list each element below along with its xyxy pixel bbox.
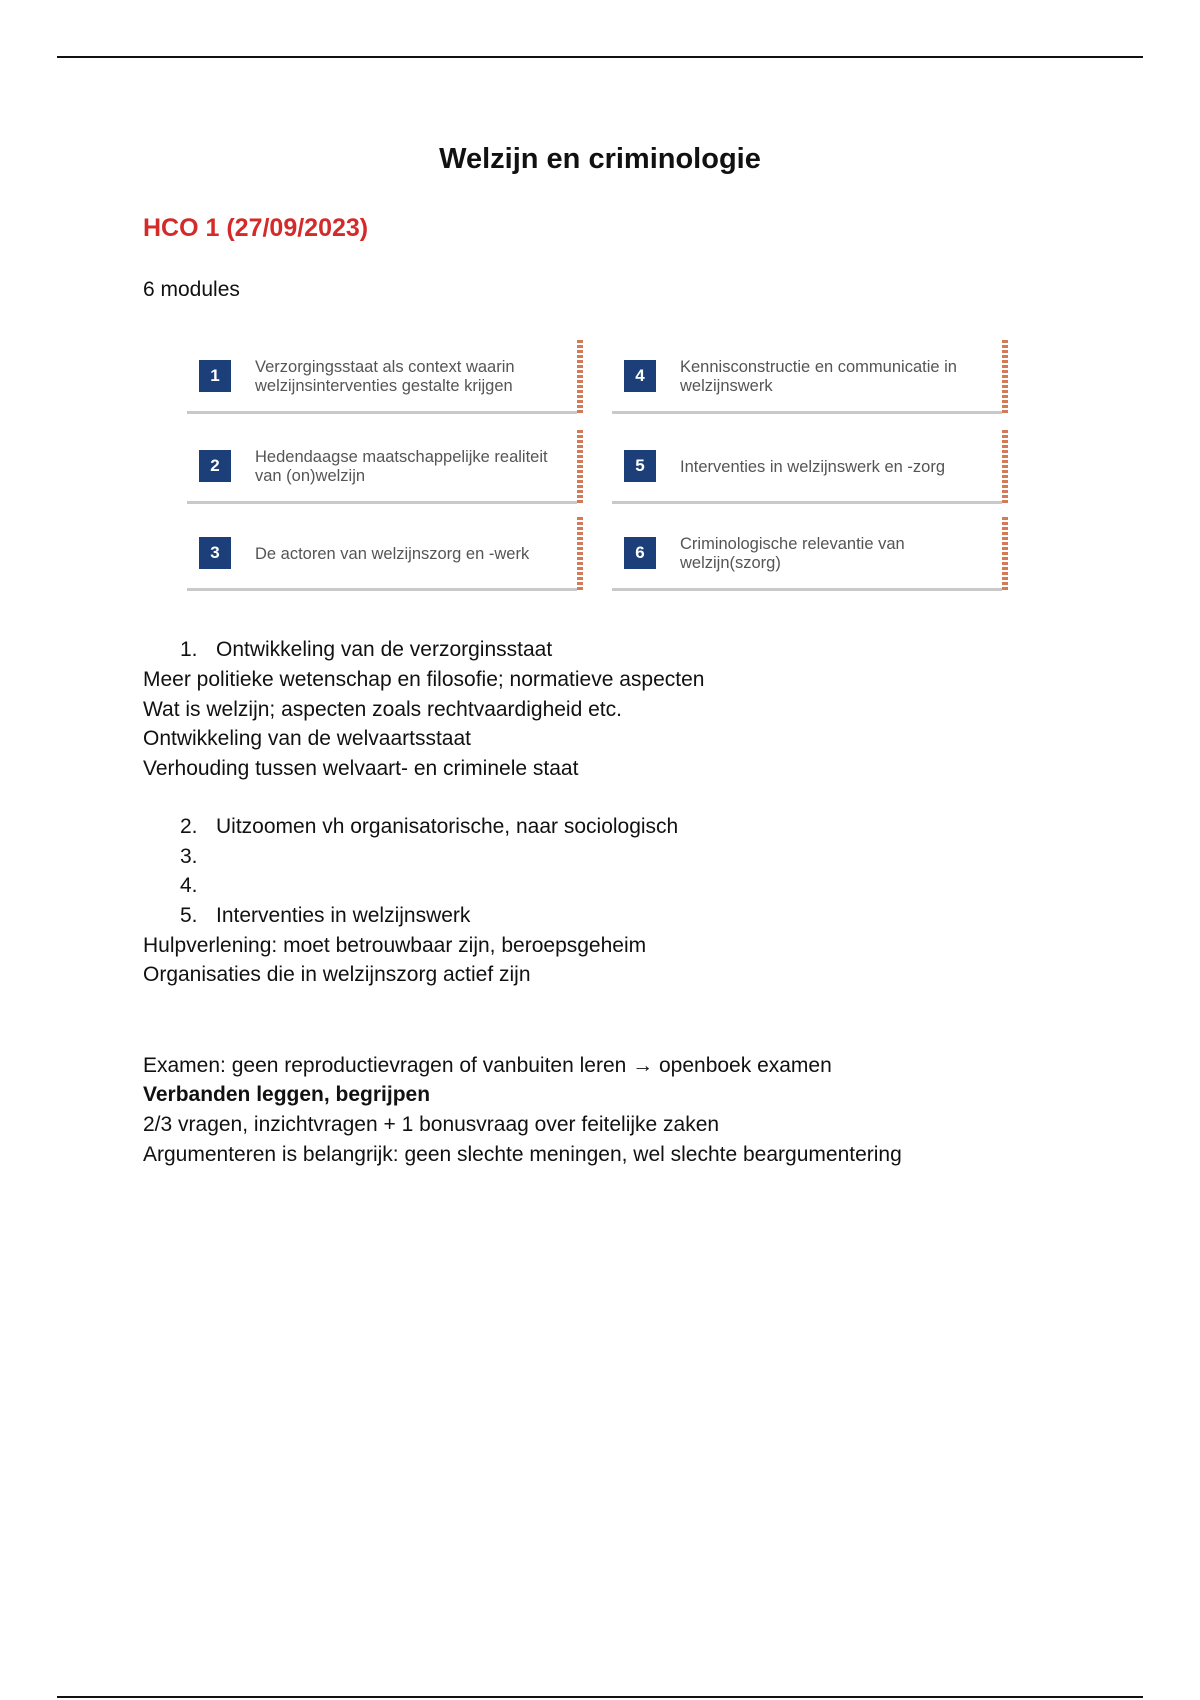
list-number: 5. xyxy=(180,904,198,927)
module-label: Hedendaagse maatschappelijke realiteit van (on)welzijn xyxy=(255,448,548,485)
module-edge-decoration xyxy=(1002,340,1008,414)
module-card xyxy=(187,340,583,414)
list-item-text: Interventies in welzijnswerk xyxy=(216,904,471,927)
paragraph: Meer politieke wetenschap en filosofie; normatieve aspecten xyxy=(143,668,705,691)
list-item xyxy=(180,635,552,665)
module-number-badge: 3 xyxy=(199,537,231,569)
module-edge-decoration xyxy=(1002,517,1008,591)
paragraph: Verhouding tussen welvaart- en criminele staat xyxy=(143,757,579,780)
list-item-text: Ontwikkeling van de verzorginsstaat xyxy=(216,638,553,661)
list-item xyxy=(180,842,216,872)
module-label: Interventies in welzijnswerk en -zorg xyxy=(680,457,946,476)
top-rule xyxy=(57,56,1143,58)
module-label: Criminologische relevantie van welzijn(szorg) xyxy=(680,535,905,572)
exam-line: 2/3 vragen, inzichtvragen + 1 bonusvraag over feitelijke zaken xyxy=(143,1113,720,1136)
module-number-badge: 5 xyxy=(624,450,656,482)
module-number-badge: 2 xyxy=(199,450,231,482)
module-card xyxy=(612,430,1008,504)
session-heading: HCO 1 (27/09/2023) xyxy=(143,214,369,242)
module-edge-decoration xyxy=(577,430,583,504)
module-card xyxy=(612,517,1008,591)
intro-text: 6 modules xyxy=(143,278,240,301)
module-number-badge: 1 xyxy=(199,360,231,392)
module-card xyxy=(187,430,583,504)
paragraph: Hulpverlening: moet betrouwbaar zijn, beroepsgeheim xyxy=(143,934,647,957)
list-item xyxy=(180,871,216,901)
list-item xyxy=(180,812,678,842)
list-item xyxy=(180,901,470,931)
module-edge-decoration xyxy=(1002,430,1008,504)
module-edge-decoration xyxy=(577,517,583,591)
module-card xyxy=(612,340,1008,414)
list-number: 3. xyxy=(180,845,198,868)
list-number: 2. xyxy=(180,815,198,838)
modules-graphic xyxy=(187,340,1013,596)
list-number: 1. xyxy=(180,638,198,661)
module-edge-decoration xyxy=(577,340,583,414)
exam-line: Examen: geen reproductievragen of vanbuiten leren → openboek examen xyxy=(143,1054,832,1077)
module-card xyxy=(187,517,583,591)
module-label: De actoren van welzijnszorg en -werk xyxy=(255,544,530,563)
module-label: Kennisconstructie en communicatie in welzijnswerk xyxy=(680,358,957,395)
paragraph: Wat is welzijn; aspecten zoals rechtvaardigheid etc. xyxy=(143,698,622,721)
bottom-rule xyxy=(57,1696,1143,1698)
paragraph: Organisaties die in welzijnszorg actief zijn xyxy=(143,963,531,986)
list-number: 4. xyxy=(180,874,198,897)
module-label: Verzorgingsstaat als context waarin welzijnsinterventies gestalte krijgen xyxy=(255,358,515,395)
module-number-badge: 4 xyxy=(624,360,656,392)
module-number-badge: 6 xyxy=(624,537,656,569)
list-item-text: Uitzoomen vh organisatorische, naar sociologisch xyxy=(216,815,679,838)
exam-emphasis: Verbanden leggen, begrijpen xyxy=(143,1083,431,1106)
paragraph: Ontwikkeling van de welvaartsstaat xyxy=(143,727,471,750)
page-title: Welzijn en criminologie xyxy=(439,143,761,175)
exam-line: Argumenteren is belangrijk: geen slechte meningen, wel slechte beargumentering xyxy=(143,1143,902,1166)
